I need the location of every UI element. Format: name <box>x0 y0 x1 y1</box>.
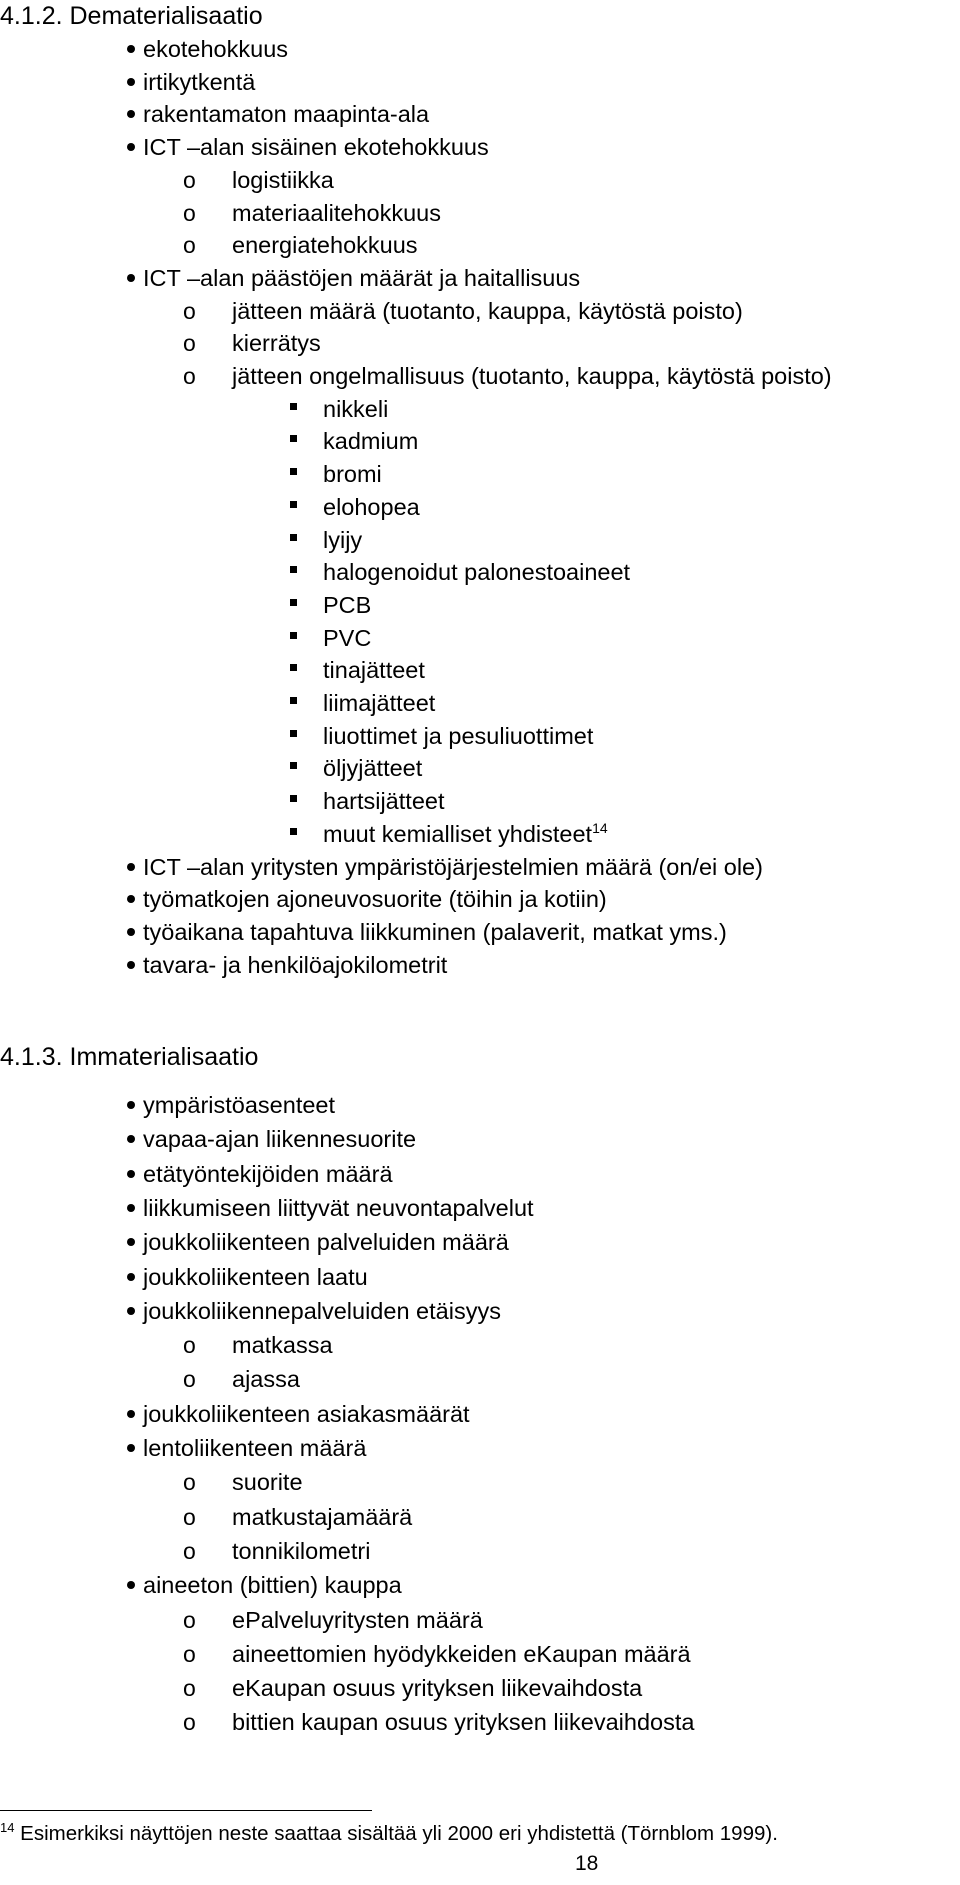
list-item-text: ePalveluyritysten määrä <box>232 1606 483 1633</box>
list-item-text: eKaupan osuus yrityksen liikevaihdosta <box>232 1675 643 1702</box>
list-item-text: jätteen määrä (tuotanto, kauppa, käytöstä poisto) <box>232 297 743 324</box>
list-item-text: kadmium <box>323 428 419 455</box>
bullet-icon <box>127 274 135 282</box>
list-item-text: ajassa <box>232 1366 300 1393</box>
list-item-text: jätteen ongelmallisuus (tuotanto, kauppa, käytöstä poisto) <box>232 363 832 389</box>
circle-bullet-icon: o <box>183 1675 196 1702</box>
bullet-icon <box>127 45 135 53</box>
list-item-text: ympäristöasenteet <box>143 1092 336 1118</box>
circle-bullet-icon: o <box>183 330 196 357</box>
footnote <box>0 1822 778 1846</box>
list-item-text: joukkoliikenteen laatu <box>143 1263 368 1290</box>
circle-bullet-icon: o <box>183 1709 196 1736</box>
list-item-text: joukkoliikenteen palveluiden määrä <box>143 1229 509 1256</box>
list-item-text: tavara- ja henkilöajokilometrit <box>143 951 448 978</box>
list-item-text: hartsijätteet <box>323 788 445 815</box>
circle-bullet-icon: o <box>183 1640 196 1667</box>
square-bullet-icon <box>290 403 297 410</box>
list-item-text: elohopea <box>323 493 420 520</box>
list-item-text: rakentamaton maapinta-ala <box>143 101 430 128</box>
square-bullet-icon <box>290 697 297 704</box>
list-item-text: liuottimet ja pesuliuottimet <box>323 722 594 749</box>
list-item-text: irtikytkentä <box>143 68 256 95</box>
list-item-text: ekotehokkuus <box>143 36 289 62</box>
list-item-text: matkustajamäärä <box>232 1503 413 1530</box>
list-item-text: joukkoliikennepalveluiden etäisyys <box>143 1297 501 1324</box>
bullet-icon <box>127 1101 135 1109</box>
list-item-text: tonnikilometri <box>232 1537 371 1564</box>
bullet-icon <box>127 928 135 936</box>
section-heading: 4.1.3. Immaterialisaatio <box>0 1043 259 1071</box>
list-item-text: PCB <box>323 591 372 618</box>
bullet-icon <box>127 1410 135 1418</box>
list-item-text: nikkeli <box>323 395 389 422</box>
square-bullet-icon <box>290 730 297 737</box>
list-item-text: tinajätteet <box>323 657 425 684</box>
circle-bullet-icon: o <box>183 166 196 193</box>
circle-bullet-icon: o <box>183 363 196 389</box>
bullet-icon <box>127 1581 135 1589</box>
bullet-icon <box>127 895 135 903</box>
bullet-icon <box>127 78 135 86</box>
list-item-text: liimajätteet <box>323 690 436 716</box>
list-item-text: aineeton (bittien) kauppa <box>143 1572 402 1599</box>
list-item-text: PVC <box>323 624 372 651</box>
circle-bullet-icon: o <box>183 199 196 226</box>
list-item-text: aineettomien hyödykkeiden eKaupan määrä <box>232 1640 691 1667</box>
list-item-text: öljyjätteet <box>323 755 423 782</box>
circle-bullet-icon: o <box>183 1606 196 1633</box>
circle-bullet-icon: o <box>183 1537 196 1564</box>
list-item-text: ICT –alan sisäinen ekotehokkuus <box>143 134 489 161</box>
circle-bullet-icon: o <box>183 1332 196 1359</box>
list-item-text: joukkoliikenteen asiakasmäärät <box>143 1400 470 1427</box>
list-item-text: bittien kaupan osuus yrityksen liikevaihdosta <box>232 1709 695 1736</box>
square-bullet-icon <box>290 664 297 671</box>
list-item-text: muut kemialliset yhdisteet <box>323 820 593 847</box>
footnote-reference: 14 <box>592 819 608 836</box>
list-item-text: kierrätys <box>232 330 321 357</box>
circle-bullet-icon: o <box>183 1469 196 1496</box>
square-bullet-icon <box>290 599 297 606</box>
list-item-text: matkassa <box>232 1332 333 1359</box>
bullet-icon <box>127 1204 135 1212</box>
list-item-text: lentoliikenteen määrä <box>143 1435 367 1461</box>
circle-bullet-icon: o <box>183 1503 196 1530</box>
list-item-text: materiaalitehokkuus <box>232 199 441 226</box>
bullet-icon <box>127 1238 135 1246</box>
list-item-text: suorite <box>232 1469 303 1496</box>
circle-bullet-icon: o <box>183 297 196 324</box>
list-item-text: työmatkojen ajoneuvosuorite (töihin ja kotiin) <box>143 886 607 913</box>
square-bullet-icon <box>290 435 297 442</box>
footnote-text: Esimerkiksi näyttöjen neste saattaa sisältää yli 2000 eri yhdistettä (Törnblom 1999). <box>20 1822 778 1845</box>
list-item-text: bromi <box>323 461 382 488</box>
bullet-icon <box>127 110 135 118</box>
list-item-text: logistiikka <box>232 166 334 193</box>
bullet-icon <box>127 961 135 969</box>
list-item-text: halogenoidut palonestoaineet <box>323 559 631 586</box>
list-item-text: etätyöntekijöiden määrä <box>143 1160 393 1187</box>
circle-bullet-icon: o <box>183 1366 196 1393</box>
square-bullet-icon <box>290 762 297 769</box>
section-heading: 4.1.2. Dematerialisaatio <box>0 2 263 30</box>
square-bullet-icon <box>290 566 297 573</box>
bullet-icon <box>127 863 135 871</box>
list-item-text: ICT –alan päästöjen määrät ja haitallisuus <box>143 264 581 291</box>
bullet-icon <box>127 1170 135 1178</box>
square-bullet-icon <box>290 795 297 802</box>
list-item-text: työaikana tapahtuva liikkuminen (palaverit, matkat yms.) <box>143 918 727 945</box>
list-item-text: lyijy <box>323 526 363 553</box>
footnote-separator <box>0 1810 372 1811</box>
bullet-icon <box>127 143 135 151</box>
footnote-number: 14 <box>0 1820 15 1836</box>
page-number: 18 <box>575 1852 599 1875</box>
square-bullet-icon <box>290 828 297 835</box>
bullet-icon <box>127 1307 135 1315</box>
square-bullet-icon <box>290 632 297 639</box>
circle-bullet-icon: o <box>183 232 196 259</box>
list-item-text: energiatehokkuus <box>232 232 418 259</box>
list-item-text: vapaa-ajan liikennesuorite <box>143 1126 417 1153</box>
square-bullet-icon <box>290 501 297 508</box>
list-item-content <box>323 818 608 850</box>
bullet-icon <box>127 1135 135 1143</box>
list-item-text: ICT –alan yritysten ympäristöjärjestelmien määrä (on/ei ole) <box>143 853 763 880</box>
list-item-text: liikkumiseen liittyvät neuvontapalvelut <box>143 1194 534 1221</box>
bullet-icon <box>127 1444 135 1452</box>
bullet-icon <box>127 1273 135 1281</box>
square-bullet-icon <box>290 534 297 541</box>
square-bullet-icon <box>290 468 297 475</box>
